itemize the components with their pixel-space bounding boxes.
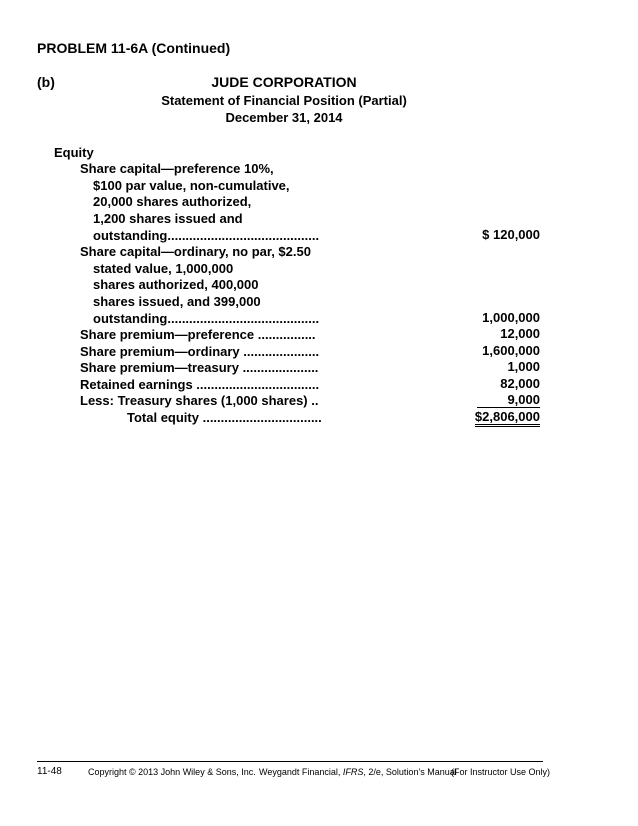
statement-date: December 31, 2014 [225, 110, 343, 125]
item-amount-share-premium-preference: 12,000 [500, 326, 540, 341]
total-equity-label: Total equity ................................. [127, 410, 322, 425]
total-amount-double-underlined: $2,806,000 [475, 409, 540, 427]
item-label-treasury-shares: Less: Treasury shares (1,000 shares) .. [80, 393, 319, 408]
book-suffix: , 2/e, Solution’s Manual [363, 767, 457, 777]
item-label-share-premium-treasury: Share premium—treasury ..................... [80, 360, 319, 375]
footer-rule [37, 761, 543, 762]
pref-line-3: 20,000 shares authorized, [93, 194, 252, 209]
copyright-text: Copyright © 2013 John Wiley & Sons, Inc. [88, 767, 256, 777]
treasury-amount-underlined: 9,000 [477, 392, 540, 408]
pref-line-2: $100 par value, non-cumulative, [93, 178, 290, 193]
item-label-retained-earnings: Retained earnings .................................. [80, 377, 320, 392]
pref-line-4: 1,200 shares issued and [93, 211, 243, 226]
company-name: JUDE CORPORATION [211, 74, 357, 90]
instructor-notice: (For Instructor Use Only) [451, 767, 551, 777]
ord-line-5: outstanding.......................................... [93, 311, 320, 326]
equity-heading: Equity [54, 145, 94, 160]
pref-line-5: outstanding.......................................... [93, 228, 320, 243]
problem-title: PROBLEM 11-6A (Continued) [37, 40, 231, 56]
book-ifrs: IFRS [342, 767, 364, 777]
ord-line-1: Share capital—ordinary, no par, $2.50 [80, 244, 311, 259]
page-number: 11-48 [37, 766, 62, 777]
ord-line-3: shares authorized, 400,000 [93, 277, 259, 292]
item-amount-share-premium-ordinary: 1,600,000 [482, 343, 540, 358]
item-label-share-premium-ordinary: Share premium—ordinary ..................... [80, 344, 320, 359]
total-equity-amount [475, 409, 540, 424]
ord-line-2: stated value, 1,000,000 [93, 261, 234, 276]
book-reference [259, 767, 457, 777]
pref-amount: $ 120,000 [482, 227, 540, 242]
ord-amount: 1,000,000 [482, 310, 540, 325]
book-prefix: Weygandt Financial, [259, 767, 343, 777]
ord-line-4: shares issued, and 399,000 [93, 294, 261, 309]
item-amount-share-premium-treasury: 1,000 [507, 359, 540, 374]
item-amount-treasury-shares [477, 392, 540, 407]
item-amount-retained-earnings: 82,000 [500, 376, 540, 391]
pref-line-1: Share capital—preference 10%, [80, 161, 274, 176]
statement-title: Statement of Financial Position (Partial) [161, 93, 407, 108]
part-label: (b) [37, 74, 55, 90]
item-label-share-premium-preference: Share premium—preference ................ [80, 327, 316, 342]
